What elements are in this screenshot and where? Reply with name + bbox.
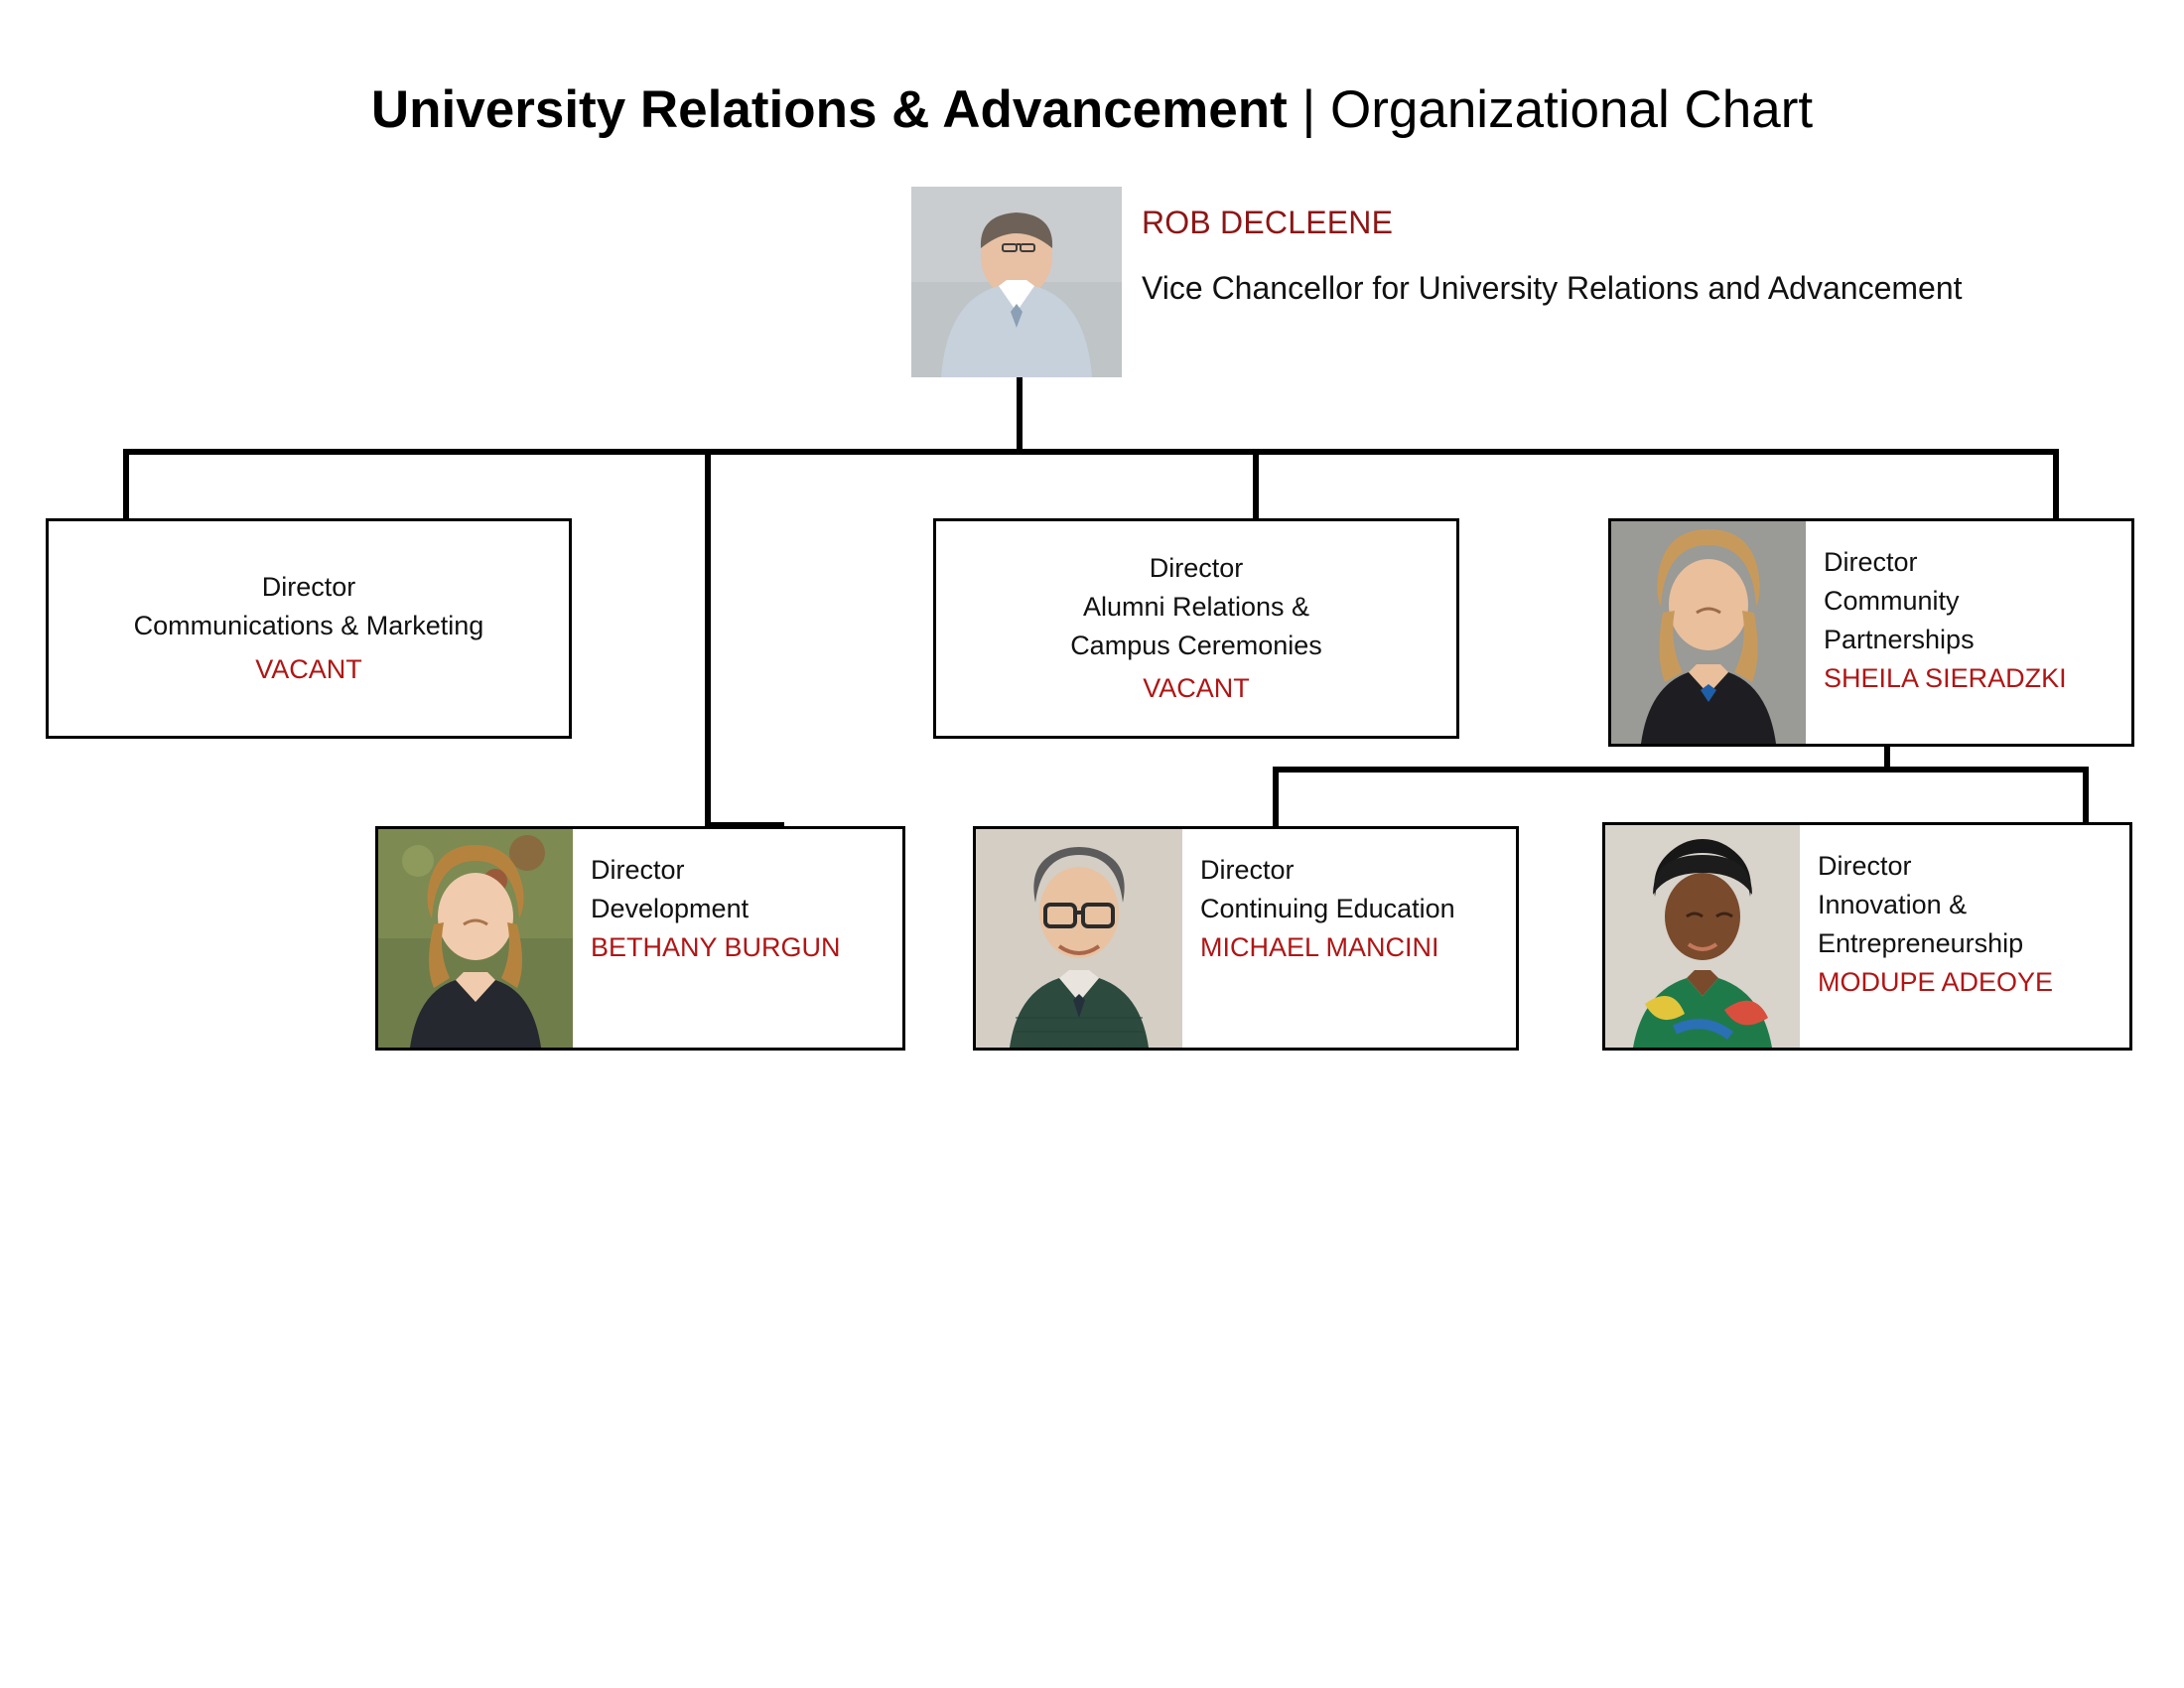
connector-main-bus — [123, 449, 2059, 455]
connector-drop-continuing-education — [1273, 767, 1279, 828]
connector-drop-communications — [123, 449, 129, 520]
status-badge: VACANT — [1143, 673, 1250, 704]
page-title-bold: University Relations & Advancement — [370, 80, 1302, 139]
node-innovation-entrepreneurship-text — [1800, 825, 2053, 1048]
connector-drop-alumni — [1253, 449, 1259, 520]
portrait-sheila-sieradzki — [1611, 521, 1806, 744]
role-line: Partnerships — [1824, 625, 1975, 655]
page-title-light: | Organizational Chart — [1301, 80, 1814, 139]
role-line: Director — [591, 855, 685, 885]
root-person-role: Vice Chancellor for University Relations and Advancement — [1142, 270, 1963, 306]
node-communications-marketing[interactable] — [46, 518, 572, 739]
root-person-name: ROB DECLEENE — [1142, 205, 1394, 240]
node-development-text — [573, 829, 841, 1048]
role-line: Director — [1818, 851, 1912, 881]
node-alumni-relations-text — [1070, 549, 1322, 709]
node-continuing-education[interactable] — [973, 826, 1519, 1051]
connector-community-bus — [1273, 767, 2087, 773]
portrait-rob-decleene — [911, 187, 1122, 377]
status-badge: VACANT — [255, 653, 362, 684]
role-line: Alumni Relations & — [1082, 591, 1310, 622]
role-line: Director — [1200, 855, 1295, 885]
role-line: Community — [1824, 586, 1960, 617]
node-community-partnerships-text — [1806, 521, 2067, 744]
node-development[interactable] — [375, 826, 905, 1051]
root-node-rob-decleene — [911, 187, 1963, 377]
role-line: Campus Ceremonies — [1070, 631, 1322, 660]
role-line: Director — [1149, 552, 1244, 583]
person-name: MODUPE ADEOYE — [1818, 967, 2054, 998]
role-line: Development — [591, 894, 750, 924]
role-line: Continuing Education — [1200, 894, 1455, 924]
role-line: Director — [1824, 547, 1918, 577]
root-node-text — [1142, 187, 1963, 308]
portrait-michael-mancini — [976, 829, 1182, 1048]
node-community-partnerships[interactable] — [1608, 518, 2134, 747]
node-innovation-entrepreneurship[interactable] — [1602, 822, 2132, 1051]
connector-drop-development — [705, 449, 711, 826]
role-line: Director — [261, 572, 356, 603]
person-name: SHEILA SIERADZKI — [1824, 663, 2067, 694]
person-name: MICHAEL MANCINI — [1200, 932, 1439, 963]
node-continuing-education-text — [1182, 829, 1455, 1048]
role-line: Communications & Marketing — [133, 611, 484, 641]
node-alumni-relations[interactable] — [933, 518, 1459, 739]
role-line: Innovation & — [1818, 890, 1968, 920]
person-name: BETHANY BURGUN — [591, 932, 841, 963]
node-communications-marketing-text — [134, 568, 484, 688]
connector-root-stem — [1017, 377, 1023, 455]
connector-drop-innovation — [2083, 767, 2089, 828]
connector-drop-community — [2053, 449, 2059, 520]
portrait-modupe-adeoye — [1605, 825, 1800, 1048]
role-line: Entrepreneurship — [1818, 928, 2024, 959]
page-title — [0, 81, 2184, 139]
portrait-bethany-burgun — [378, 829, 573, 1048]
